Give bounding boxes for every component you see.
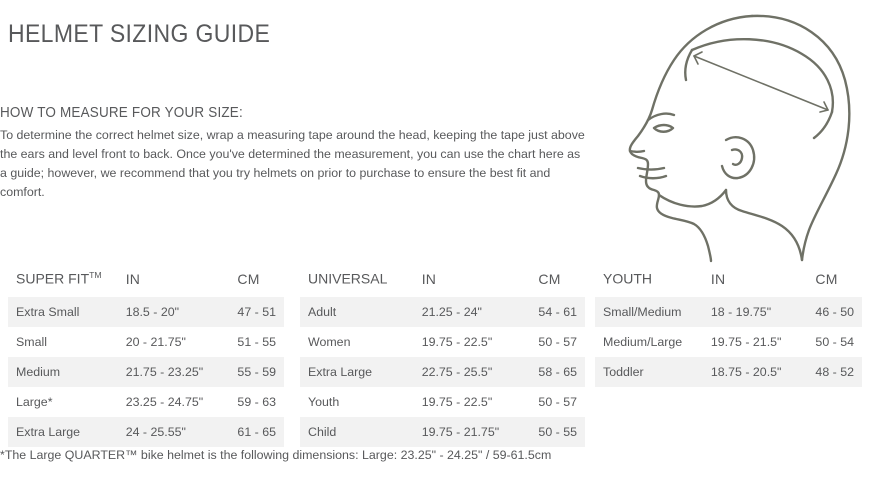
table-super-fit: [8, 266, 284, 447]
cell-in: 21.75 - 23.25": [118, 357, 230, 387]
cell-in: 18.5 - 20": [118, 297, 230, 327]
cell-in: 21.25 - 24": [414, 297, 531, 327]
cell-cm: 58 - 65: [530, 357, 585, 387]
column-header-in: IN: [710, 270, 726, 287]
table-row: [300, 357, 585, 387]
cell-in: 18 - 19.75": [703, 297, 808, 327]
table-youth: [595, 266, 862, 387]
cell-size: Small/Medium: [595, 297, 703, 327]
table-row: [300, 297, 585, 327]
cell-cm: 51 - 55: [229, 327, 284, 357]
column-header-in: IN: [125, 270, 141, 287]
page-title: HELMET SIZING GUIDE: [8, 20, 271, 48]
cell-size: Extra Large: [300, 357, 414, 387]
table-row: [8, 327, 284, 357]
cell-size: Women: [300, 327, 414, 357]
cell-size: Large*: [8, 387, 118, 417]
cell-size: Extra Small: [8, 297, 118, 327]
cell-cm: 46 - 50: [807, 297, 862, 327]
cell-size: Youth: [300, 387, 414, 417]
column-header-cm: CM: [815, 270, 838, 287]
cell-in: 19.75 - 22.5": [414, 327, 531, 357]
cell-cm: 54 - 61: [530, 297, 585, 327]
table-header-row: [300, 266, 585, 297]
table-row: [8, 417, 284, 447]
cell-size: Child: [300, 417, 414, 447]
column-header-size: SUPER FIT™: [16, 270, 102, 287]
table-row: [595, 297, 862, 327]
cell-size: Small: [8, 327, 118, 357]
table-row: [8, 357, 284, 387]
cell-in: 22.75 - 25.5": [414, 357, 531, 387]
cell-size: Extra Large: [8, 417, 118, 447]
cell-cm: 48 - 52: [807, 357, 862, 387]
cell-cm: 50 - 57: [530, 327, 585, 357]
table-row: [595, 327, 862, 357]
cell-in: 24 - 25.55": [118, 417, 230, 447]
cell-cm: 50 - 57: [530, 387, 585, 417]
cell-in: 19.75 - 21.5": [703, 327, 808, 357]
cell-in: 23.25 - 24.75": [118, 387, 230, 417]
cell-in: 19.75 - 22.5": [414, 387, 531, 417]
footnote: *The Large QUARTER™ bike helmet is the following dimensions: Large: 23.25" - 24.25" / 59-61.5cm: [0, 448, 552, 462]
cell-cm: 50 - 54: [807, 327, 862, 357]
table-row: [8, 297, 284, 327]
column-header-size: UNIVERSAL: [308, 270, 388, 287]
cell-size: Adult: [300, 297, 414, 327]
column-header-cm: CM: [237, 270, 260, 287]
cell-cm: 55 - 59: [229, 357, 284, 387]
column-header-cm: CM: [538, 270, 561, 287]
cell-cm: 47 - 51: [229, 297, 284, 327]
howto-heading: HOW TO MEASURE FOR YOUR SIZE:: [0, 105, 243, 121]
cell-in: 19.75 - 21.75": [414, 417, 531, 447]
cell-size: Toddler: [595, 357, 703, 387]
cell-cm: 61 - 65: [229, 417, 284, 447]
cell-size: Medium/Large: [595, 327, 703, 357]
column-header-size: YOUTH: [603, 270, 652, 287]
cell-cm: 59 - 63: [229, 387, 284, 417]
table-row: [300, 327, 585, 357]
table-row: [300, 417, 585, 447]
cell-in: 18.75 - 20.5": [703, 357, 808, 387]
head-profile-with-measuring-tape-icon: [602, 8, 862, 263]
cell-in: 20 - 21.75": [118, 327, 230, 357]
table-universal: [300, 266, 585, 447]
table-row: [8, 387, 284, 417]
table-header-row: [595, 266, 862, 297]
table-row: [300, 387, 585, 417]
cell-size: Medium: [8, 357, 118, 387]
cell-cm: 50 - 55: [530, 417, 585, 447]
table-row: [595, 357, 862, 387]
column-header-in: IN: [421, 270, 437, 287]
table-header-row: [8, 266, 284, 297]
howto-body: To determine the correct helmet size, wrap a measuring tape around the head, keeping the tape just above the ears and level front to back. Once you've determined the measurement, you can use the chart here as a guide; however, we recommend that you try helmets on prior to purchase to ensure the best fit and comfort.: [0, 128, 585, 199]
